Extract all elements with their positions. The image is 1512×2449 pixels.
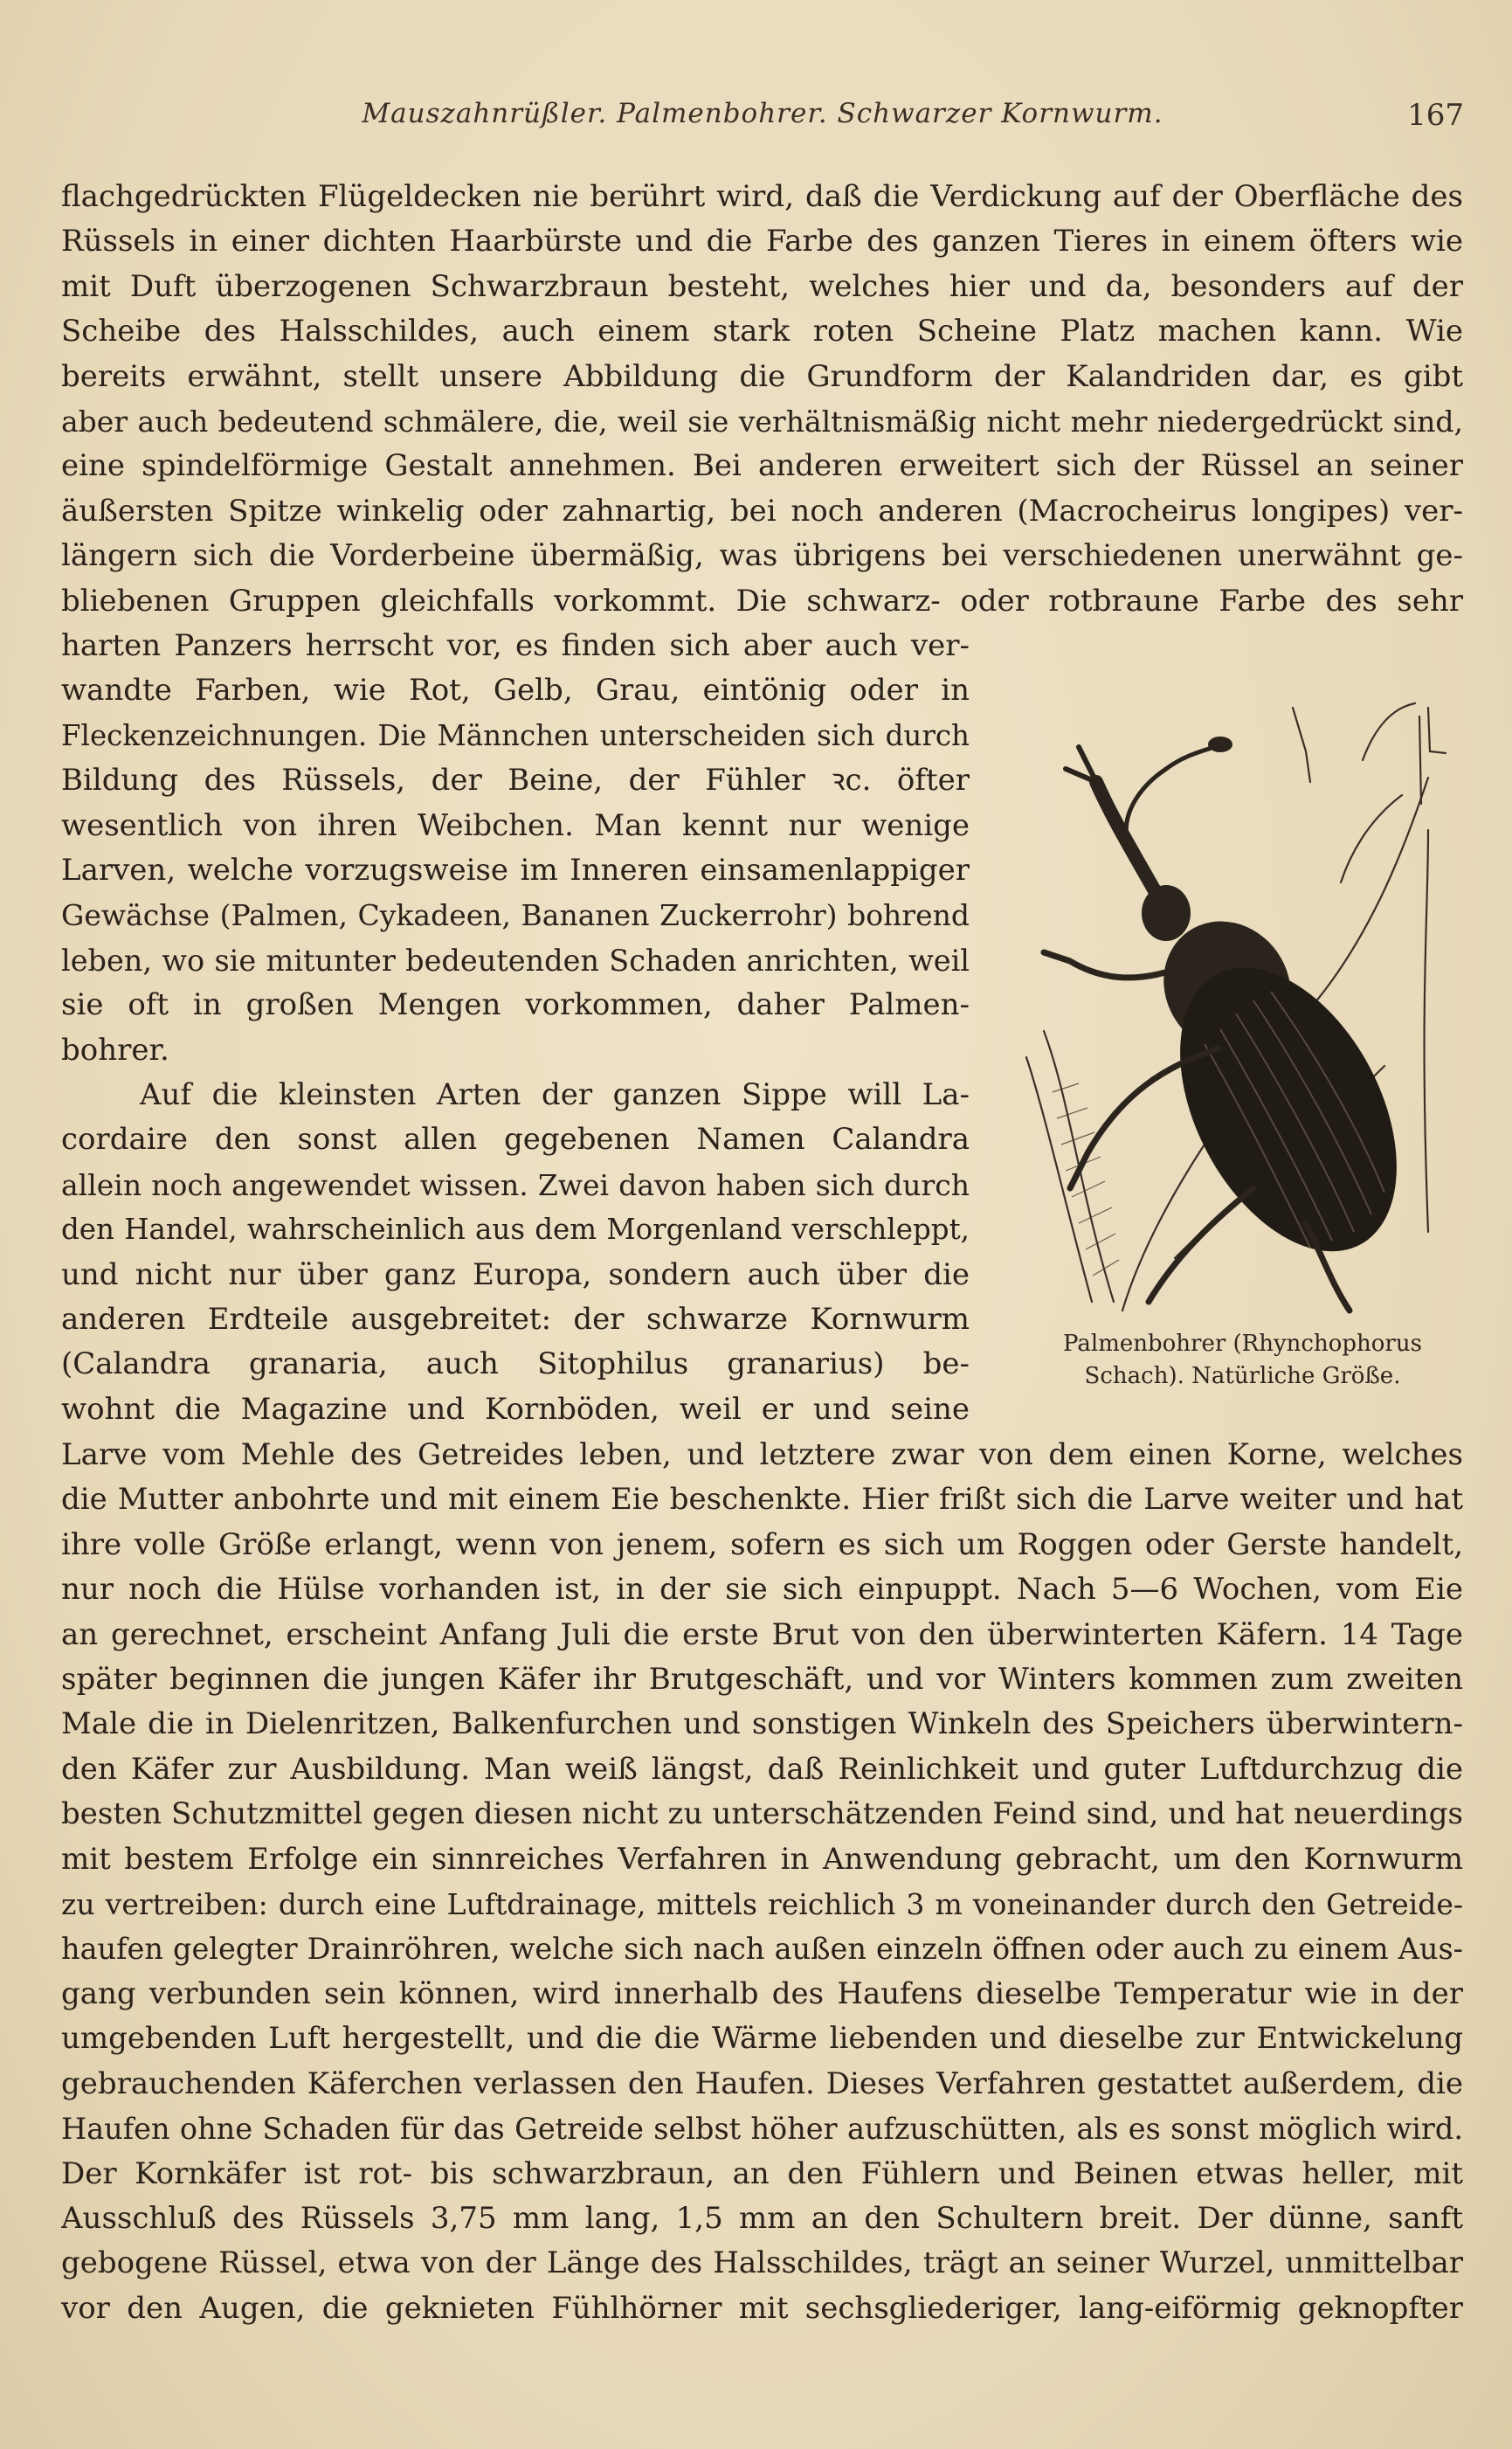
caption-line: Schach). Natürliche Größe. <box>1084 1363 1401 1389</box>
text-line: zu vertreiben: durch eine Luftdrainage, mittels reichlich 3 m voneinander durch den Getreide- <box>61 1887 1463 1922</box>
text-line: Male die in Dielenritzen, Balkenfurchen und sonstigen Winkeln des Speichers überwintern- <box>61 1706 1463 1742</box>
text-line: äußersten Spitze winkelig oder zahnartig, bei noch anderen (Macrocheirus longipes) ver- <box>61 493 1463 529</box>
text-line: haufen gelegter Drainröhren, welche sich nach außen einzeln öffnen oder auch zu einem Aus- <box>61 1932 1463 1967</box>
plant-tendril-line <box>1419 716 1421 804</box>
text-line: besten Schutzmittel gegen diesen nicht zu unterschätzenden Feind sind, und hat neuerdings <box>61 1796 1463 1832</box>
plant-tendril-line <box>1428 708 1446 753</box>
text-line: aber auch bedeutend schmälere, die, weil sie verhältnismäßig nicht mehr niedergedrückt sind, <box>61 405 1463 439</box>
weevil-body <box>1044 737 1441 1311</box>
text-line: leben, wo sie mitunter bedeutenden Schaden anrichten, weil <box>61 943 970 978</box>
text-line: Der Kornkäfer ist rot- bis schwarzbraun, an den Fühlern und Beinen etwas heller, mit <box>61 2155 1463 2191</box>
text-line: Larven, welche vorzugsweise im Inneren einsamenlappiger <box>61 853 970 889</box>
text-line: mit bestem Erfolge ein sinnreiches Verfahren in Anwendung gebracht, um den Kornwurm <box>61 1841 1463 1877</box>
text-line: cordaire den sonst allen gegebenen Namen Calandra <box>61 1122 970 1158</box>
text-line: längern sich die Vorderbeine übermäßig, was übrigens bei verschiedenen unerwähnt ge- <box>61 538 1463 574</box>
text-line: eine spindelförmige Gestalt annehmen. Bei anderen erweitert sich der Rüssel an seiner <box>61 448 1463 484</box>
text-line: wohnt die Magazine und Kornböden, weil er und seine <box>61 1391 970 1427</box>
text-line: umgebenden Luft hergestellt, und die die Wärme liebenden und dieselbe zur Entwickelung <box>61 2021 1463 2057</box>
paragraph-bottom <box>61 1433 1463 2331</box>
weevil-figure <box>1018 699 1467 1319</box>
text-line: vor den Augen, die geknieten Fühlhörner mit sechsgliederiger, lang-eiförmig geknopfter <box>61 2290 1463 2326</box>
text-line: Haufen ohne Schaden für das Getreide selbst höher aufzuschütten, als es sonst möglich wird. <box>61 2112 1463 2147</box>
text-line: flachgedrückten Flügeldecken nie berührt wird, daß die Verdickung auf der Oberfläche des <box>61 179 1463 214</box>
text-line: Scheibe des Halsschildes, auch einem stark roten Scheine Platz machen kann. Wie <box>61 314 1463 349</box>
text-line: den Handel, wahrscheinlich aus dem Morgenland verschleppt, <box>61 1213 970 1247</box>
text-line: ihre volle Größe erlangt, wenn von jenem, sofern es sich um Roggen oder Gerste handelt, <box>61 1526 1463 1562</box>
running-title: Mauszahnrüßler. Palmenbohrer. Schwarzer Kornwurm. <box>362 98 1163 129</box>
text-line: nur noch die Hülse vorhanden ist, in der sie sich einpuppt. Nach 5—6 Wochen, vom Eie <box>61 1572 1463 1608</box>
text-line: und nicht nur über ganz Europa, sondern auch über die <box>61 1256 970 1292</box>
text-line: harten Panzers herrscht vor, es finden sich aber auch ver- <box>61 628 970 663</box>
caption-line: Palmenbohrer (Rhynchophorus <box>1063 1331 1422 1357</box>
stem-hatching <box>1053 1083 1119 1276</box>
text-line: Rüssels in einer dichten Haarbürste und die Farbe des ganzen Tieres in einem öfters wie <box>61 224 1463 259</box>
text-line: Ausschluß des Rüssels 3,75 mm lang, 1,5 mm an den Schultern breit. Der dünne, sanft <box>61 2200 1463 2236</box>
text-line: wandte Farben, wie Rot, Gelb, Grau, eintönig oder in <box>61 673 970 709</box>
text-line: bohrer. <box>61 1032 169 1068</box>
text-line: die Mutter anbohrte und mit einem Eie beschenkte. Hier frißt sich die Larve weiter und hat <box>61 1482 1463 1518</box>
weevil-illustration-icon <box>1018 699 1467 1319</box>
text-line: gebogene Rüssel, etwa von der Länge des Halsschildes, trägt an seiner Wurzel, unmittelbar <box>61 2245 1463 2281</box>
paragraph-narrow-1 <box>61 624 970 1073</box>
text-line: an gerechnet, erscheint Anfang Juli die erste Brut von den überwinterten Käfern. 14 Tage <box>61 1616 1463 1652</box>
text-line: anderen Erdteile ausgebreitet: der schwarze Kornwurm <box>61 1302 970 1338</box>
text-line: den Käfer zur Ausbildung. Man weiß längst, daß Reinlichkeit und guter Luftdurchzug die <box>61 1751 1463 1787</box>
text-line: bereits erwähnt, stellt unsere Abbildung die Grundform der Kalandriden dar, es gibt <box>61 358 1463 394</box>
plant-tendril-line <box>1363 703 1415 760</box>
running-head <box>61 98 1464 142</box>
figure-caption <box>1018 1328 1467 1393</box>
text-line: bliebenen Gruppen gleichfalls vorkommt. Die schwarz- oder rotbraune Farbe des sehr <box>61 583 1463 619</box>
text-line: sie oft in großen Mengen vorkommen, daher Palmen- <box>61 987 970 1023</box>
plant-stalk-line <box>1425 830 1428 1232</box>
plant-tendril-line <box>1293 708 1310 782</box>
text-line: allein noch angewendet wissen. Zwei davon haben sich durch <box>61 1167 970 1202</box>
text-line: wesentlich von ihren Weibchen. Man kennt nur wenige <box>61 807 970 843</box>
text-line: Bildung des Rüssels, der Beine, der Fühler ꝛc. öfter <box>61 763 970 799</box>
text-line: gebrauchenden Käferchen verlassen den Haufen. Dieses Verfahren gestattet außerdem, die <box>61 2065 1463 2101</box>
text-line: Gewächse (Palmen, Cykadeen, Bananen Zuckerrohr) bohrend <box>61 898 970 933</box>
text-line: mit Duft überzogenen Schwarzbraun besteht, welches hier und da, besonders auf der <box>61 268 1463 304</box>
text-line: Auf die kleinsten Arten der ganzen Sippe will La- <box>140 1077 970 1112</box>
paragraph-narrow-2 <box>61 1073 970 1432</box>
text-line: gang verbunden sein können, wird innerhalb des Haufens dieselbe Temperatur wie in der <box>61 1975 1463 2011</box>
text-line: später beginnen die jungen Käfer ihr Brutgeschäft, und vor Winters kommen zum zweiten <box>61 1662 1463 1698</box>
text-line: Larve vom Mehle des Getreides leben, und letztere zwar von dem einen Korne, welches <box>61 1437 1463 1472</box>
page-number: 167 <box>1407 98 1464 133</box>
text-line: (Calandra granaria, auch Sitophilus granarius) be- <box>61 1346 970 1382</box>
paragraph-top <box>61 175 1463 624</box>
text-line: Fleckenzeichnungen. Die Männchen unterscheiden sich durch <box>61 718 970 752</box>
